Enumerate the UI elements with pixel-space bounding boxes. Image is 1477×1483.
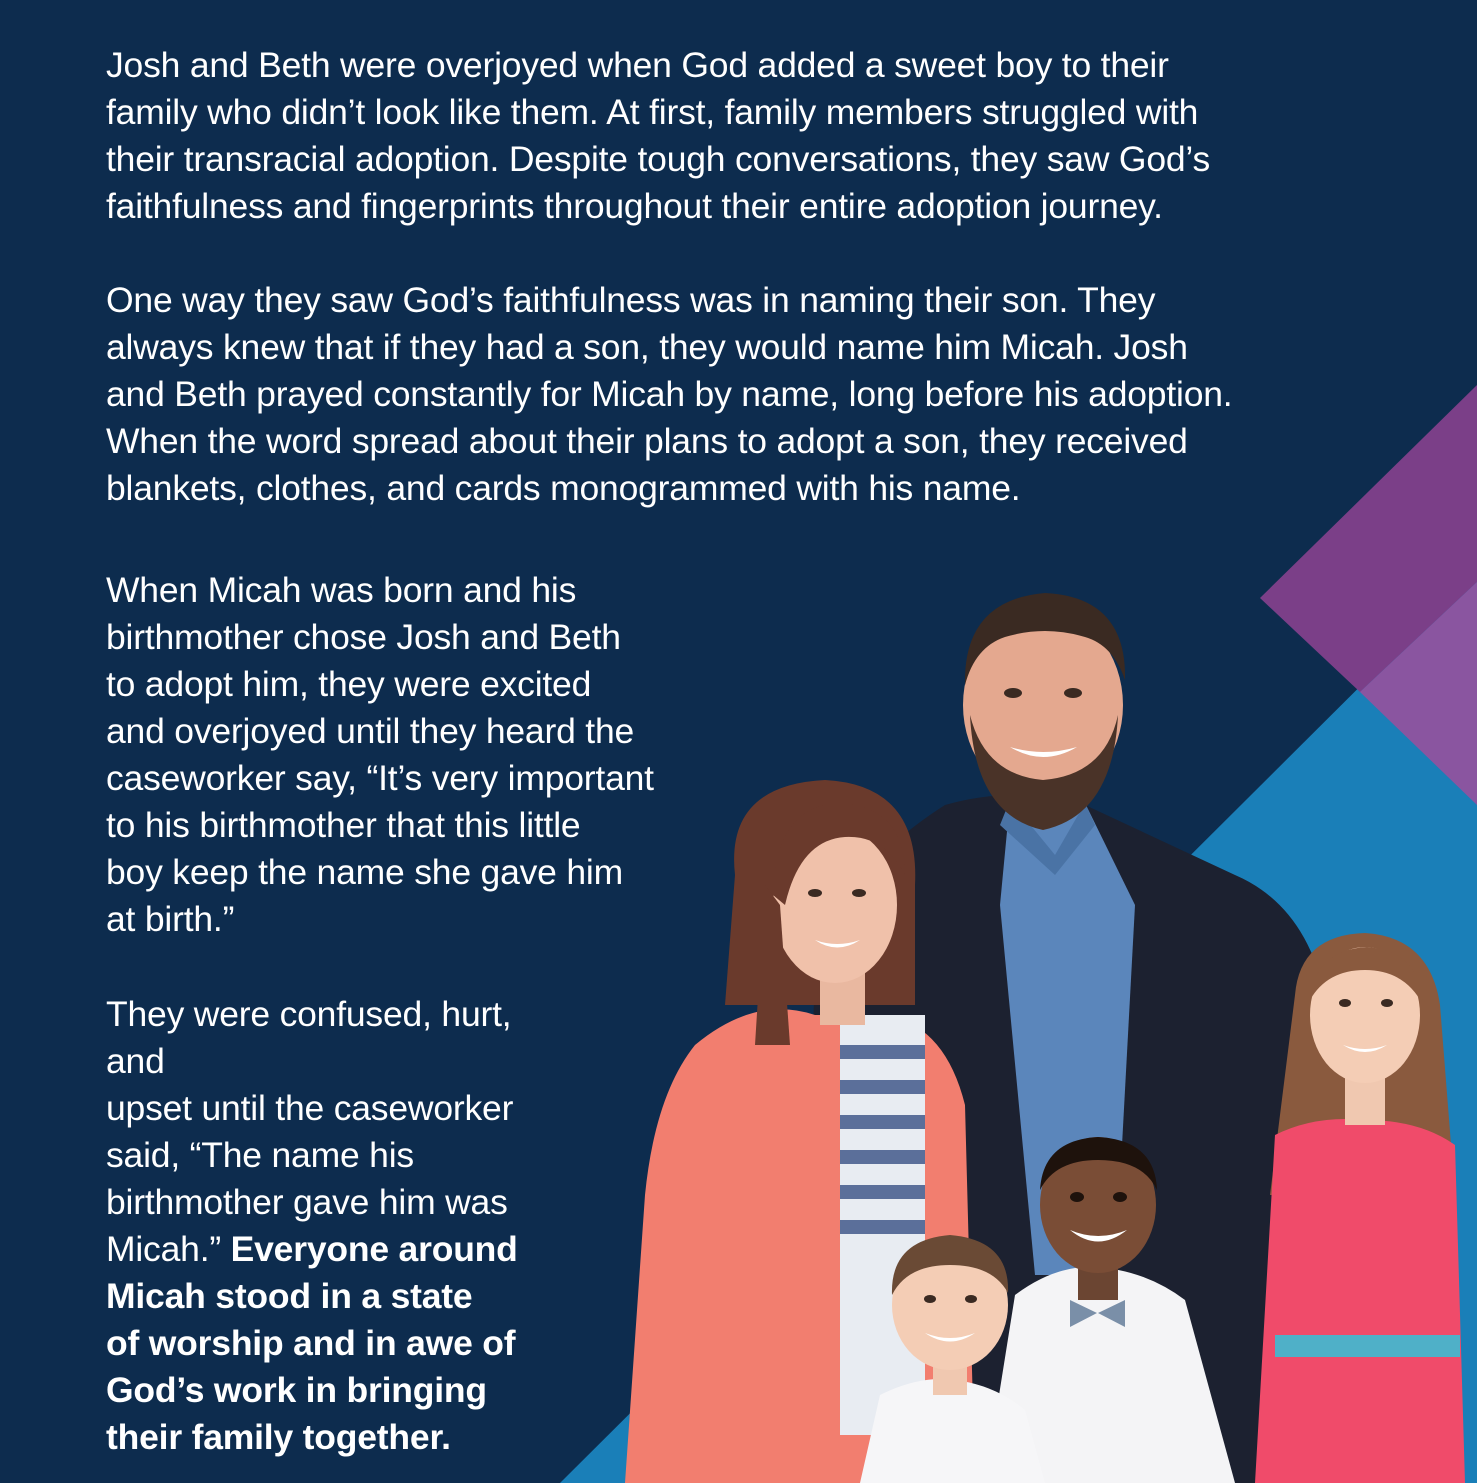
family-photo xyxy=(615,575,1477,1483)
story-paragraph-2: One way they saw God’s faithfulness was in naming their son. They always knew that if they had a son, they would name him Micah. Josh and Beth prayed constantly for Micah by name, long before his adoption. When the word spread about their plans to adopt a son, they received blankets, clothes, and cards monogrammed with his name. xyxy=(106,280,1233,508)
story-paragraph-1: Josh and Beth were overjoyed when God added a sweet boy to their family who didn’t look like them. At first, family members struggled with their transracial adoption. Despite tough conversations, they saw God’s faithfulness and fingerprints throughout their entire adoption journey. xyxy=(106,45,1211,226)
striped-top xyxy=(840,1015,925,1435)
story-paragraph-4-bold: Everyone around Micah stood in a state of worship and in awe of God’s work in bringing their family together. xyxy=(106,1229,518,1457)
story-paragraph-3: When Micah was born and his birthmother chose Josh and Beth to adopt him, they were excited and overjoyed until they heard the caseworker say, “It’s very important to his birthmother that this little boy keep the name she gave him at birth.” xyxy=(106,570,654,939)
story-paragraph-4-regular: They were confused, hurt, and upset until the caseworker said, “The name his birthmother gave him was Micah.” xyxy=(106,994,514,1269)
story-paragraph-4 xyxy=(106,991,576,1461)
